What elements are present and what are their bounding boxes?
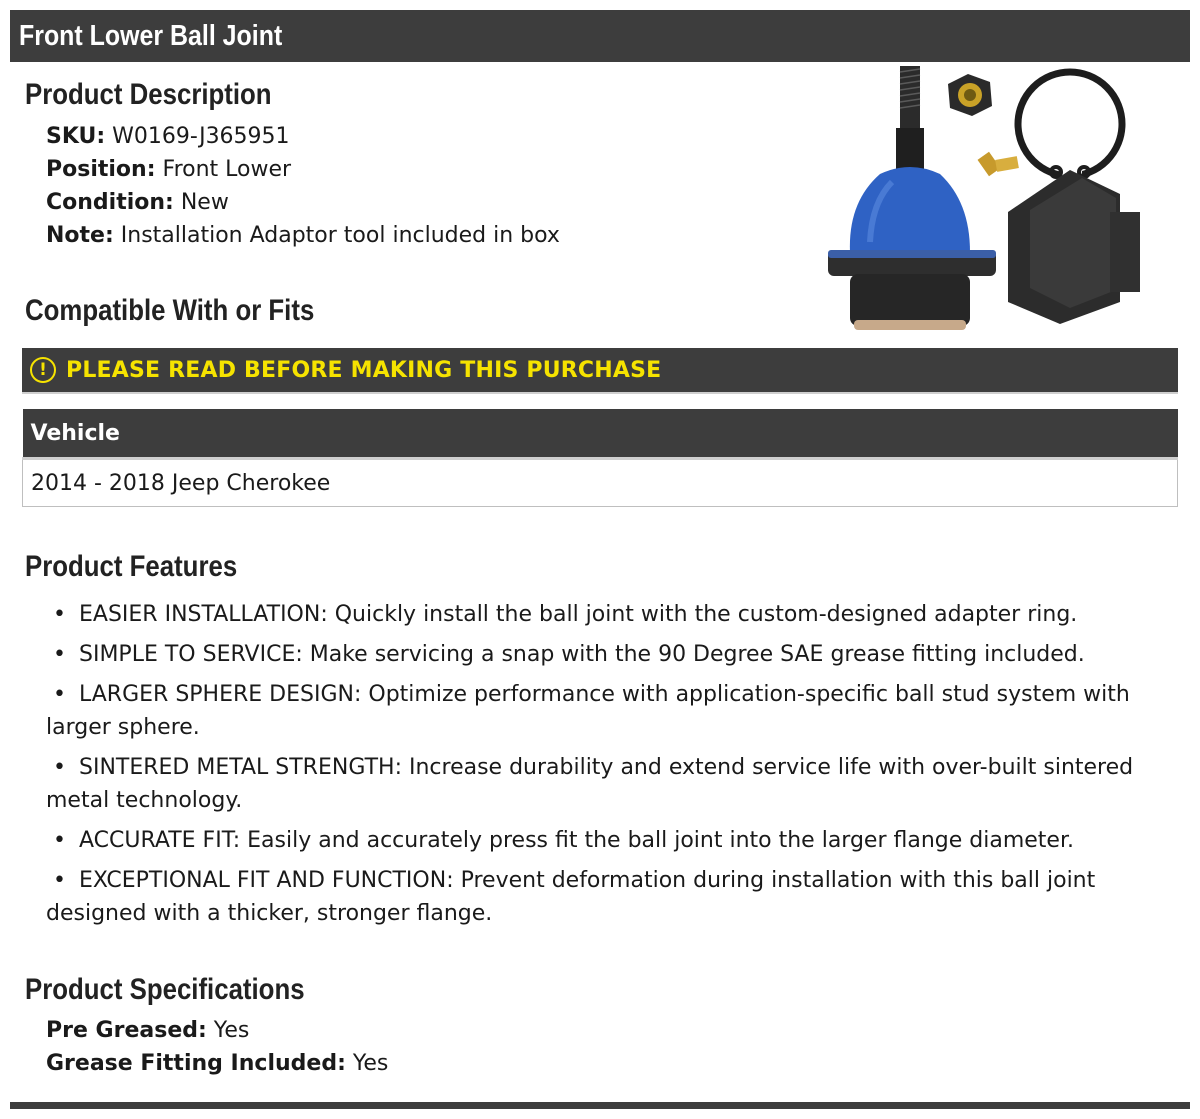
bottom-divider <box>10 1102 1190 1109</box>
position-value: Front Lower <box>162 157 292 182</box>
pre-greased-label: Pre Greased: <box>46 1018 207 1043</box>
bullet-icon: • <box>46 682 66 707</box>
compatibility-heading: Compatible With or Fits <box>25 294 315 327</box>
features-list <box>46 598 1156 937</box>
feature-text: SIMPLE TO SERVICE: Make servicing a snap with the 90 Degree SAE grease fitting included. <box>79 642 1085 667</box>
grease-fitting-value: Yes <box>352 1051 389 1076</box>
vehicle-column-header: Vehicle <box>23 409 1178 459</box>
sku-label: SKU: <box>46 124 106 149</box>
sku-value: W0169-J365951 <box>112 124 290 149</box>
condition-value: New <box>180 190 229 215</box>
warning-text: PLEASE READ BEFORE MAKING THIS PURCHASE <box>66 357 662 383</box>
bullet-icon: • <box>46 642 66 667</box>
position-label: Position: <box>46 157 156 182</box>
condition-label: Condition: <box>46 190 174 215</box>
feature-text: ACCURATE FIT: Easily and accurately press fit the ball joint into the larger flange diameter. <box>79 828 1074 853</box>
grease-fitting-label: Grease Fitting Included: <box>46 1051 346 1076</box>
list-item <box>46 751 1156 817</box>
feature-text: LARGER SPHERE DESIGN: Optimize performance with application-specific ball stud system with larger sphere. <box>46 682 1130 740</box>
purchase-warning-banner <box>22 348 1178 394</box>
note-row <box>46 219 560 252</box>
vehicle-table-header-row <box>23 409 1178 459</box>
position-row <box>46 153 291 186</box>
specifications-heading: Product Specifications <box>25 973 305 1006</box>
feature-text: EXCEPTIONAL FIT AND FUNCTION: Prevent deformation during installation with this ball joint designed with a thicker, stronger flange. <box>46 868 1096 926</box>
grease-fitting-row <box>46 1047 388 1080</box>
sku-row <box>46 120 290 153</box>
feature-text: EASIER INSTALLATION: Quickly install the ball joint with the custom-designed adapter ring. <box>79 602 1078 627</box>
pre-greased-value: Yes <box>213 1018 250 1043</box>
feature-text: SINTERED METAL STRENGTH: Increase durability and extend service life with over-built sintered metal technology. <box>46 755 1134 813</box>
note-value: Installation Adaptor tool included in box <box>120 223 560 248</box>
bullet-icon: • <box>46 755 66 780</box>
list-item <box>46 598 1156 631</box>
vehicle-cell: 2014 - 2018 Jeep Cherokee <box>23 459 1178 507</box>
note-label: Note: <box>46 223 114 248</box>
condition-row <box>46 186 229 219</box>
bullet-icon: • <box>46 868 66 893</box>
title-bar <box>10 10 1190 62</box>
bullet-icon: • <box>46 828 66 853</box>
list-item <box>46 678 1156 744</box>
pre-greased-row <box>46 1014 249 1047</box>
ball-joint-product-image <box>820 62 1150 334</box>
description-heading: Product Description <box>25 78 272 111</box>
bullet-icon: • <box>46 602 66 627</box>
features-heading: Product Features <box>25 550 238 583</box>
vehicle-table <box>22 409 1178 507</box>
page-title: Front Lower Ball Joint <box>19 20 283 52</box>
list-item <box>46 638 1156 671</box>
warning-icon: ! <box>30 357 56 383</box>
list-item <box>46 824 1156 857</box>
list-item <box>46 864 1156 930</box>
table-row <box>23 459 1178 507</box>
